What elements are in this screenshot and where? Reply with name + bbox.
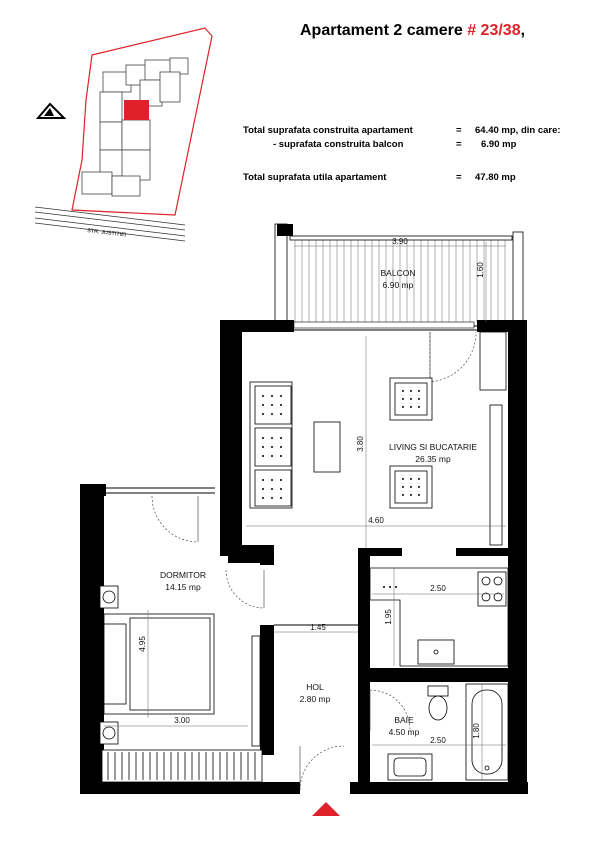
room-area-baie: 4.50 mp: [388, 727, 420, 737]
dim-dormitor-depth: 4.95: [138, 636, 147, 652]
dim-hol-width: 1.45: [310, 623, 326, 632]
room-name-balcon: BALCON: [380, 268, 416, 278]
stat-equals: =: [456, 172, 462, 183]
desk: [252, 636, 260, 746]
wardrobe: [102, 750, 262, 782]
coffee-table: [314, 422, 340, 472]
room-name-living: LIVING SI BUCATARIE: [388, 442, 478, 452]
title-suffix: ,: [520, 22, 526, 39]
dim-balcon-width: 3.90: [392, 237, 408, 246]
title-prefix: Apartament 2 camere: [300, 22, 463, 39]
apartment-plan: [80, 224, 528, 816]
dim-baie-depth: 1.80: [472, 723, 481, 739]
room-name-hol: HOL: [306, 682, 324, 692]
room-area-balcon: 6.90 mp: [382, 280, 414, 290]
stat-label: - suprafata construita balcon: [273, 139, 404, 150]
entrance-arrow-icon: [312, 802, 340, 816]
dim-living-depth: 3.80: [356, 436, 365, 452]
dim-kitchen-depth: 1.95: [384, 609, 393, 625]
stat-equals: =: [456, 139, 462, 150]
stat-label: Total suprafata construita apartament: [243, 125, 413, 136]
dim-baie-width: 2.50: [430, 736, 446, 745]
stove: [478, 572, 506, 606]
room-area-living: 26.35 mp: [415, 454, 451, 464]
stat-value: 6.90 mp: [481, 139, 517, 150]
street-label: STR. JUSTITIEI: [86, 228, 127, 239]
dim-balcon-depth: 1.60: [476, 262, 485, 278]
dim-dormitor-width: 3.00: [174, 716, 190, 725]
room-name-baie: BAIE: [394, 715, 414, 725]
room-name-dormitor: DORMITOR: [159, 570, 207, 580]
living-furniture: [250, 332, 506, 545]
fridge: [480, 332, 506, 390]
site-plan: [35, 28, 212, 241]
north-arrow-icon: [38, 104, 64, 118]
toilet: [428, 686, 448, 696]
stat-value: 47.80 mp: [475, 172, 516, 183]
room-area-hol: 2.80 mp: [299, 694, 331, 704]
stat-label: Total suprafata utila apartament: [243, 172, 387, 183]
highlighted-apartment: [124, 100, 149, 120]
room-area-dormitor: 14.15 mp: [165, 582, 201, 592]
stat-value: 64.40 mp, din care:: [475, 125, 561, 136]
stat-equals: =: [456, 125, 462, 136]
dim-kitchen-width: 2.50: [430, 584, 446, 593]
building-blocks: [82, 58, 188, 196]
tv-unit: [490, 405, 502, 545]
apartment-number: # 23/38: [467, 22, 521, 39]
dim-living-width: 4.60: [368, 516, 384, 525]
